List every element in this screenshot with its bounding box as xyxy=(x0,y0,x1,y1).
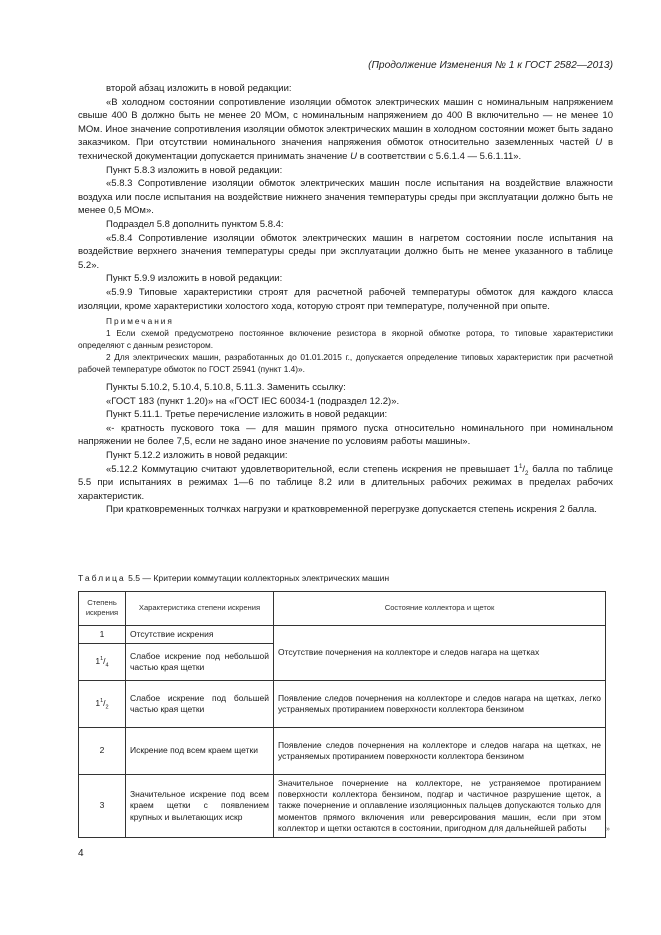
paragraph: второй абзац изложить в новой редакции: xyxy=(106,83,292,94)
commutation-criteria-table xyxy=(78,591,606,838)
table-row xyxy=(79,625,606,643)
header-degree: Степень искрения xyxy=(79,592,126,626)
table-header-row xyxy=(79,592,606,626)
paragraph: Пункт 5.8.3 изложить в новой редакции: xyxy=(106,164,283,176)
degree-cell: 3 xyxy=(79,775,126,838)
paragraph: «5.9.9 Типовые характеристики строят для расчетной рабочей температуры обмоток для каждого класса изоляции, кроме характеристики холостого хода, которую строят при температуре, полученной при опыте. xyxy=(78,286,613,312)
characteristic-cell: Искрение под всем краем щетки xyxy=(126,728,274,775)
characteristic-cell: Слабое искрение под большей частью края щетки xyxy=(126,681,274,728)
table-caption: Таблица 5.5 — Критерии коммутации коллекторных электрических машин xyxy=(78,573,390,583)
paragraph: Пункт 5.12.2 изложить в новой редакции: xyxy=(106,450,288,462)
table-row xyxy=(79,681,606,728)
degree-cell: $1^1/_4$ xyxy=(79,644,126,681)
degree-cell: 2 xyxy=(79,728,126,775)
note-item: 1 Если схемой предусмотрено постоянное включение резистора в якорной обмотке ротора, то типовые характеристики определяют с данным резистором. xyxy=(78,328,613,351)
corner-mark: » xyxy=(606,826,610,833)
table-row xyxy=(79,775,606,838)
paragraph: «5.8.3 Сопротивление изоляции обмоток электрических машин после испытания на воздействие влажности воздуха или после испытания на воздействие нижнего значения температуры среды при эксплуатации должно быть не менее 0,5 МОм». xyxy=(78,178,613,217)
state-cell: Отсутствие почернения на коллекторе и следов нагара на щетках xyxy=(274,625,606,680)
table-row xyxy=(79,728,606,775)
degree-cell: $1^1/_2$ xyxy=(79,681,126,728)
characteristic-cell: Слабое искрение под небольшой частью края щетки xyxy=(126,644,274,681)
paragraph: «5.8.4 Сопротивление изоляции обмоток электрических машин в нагретом состоянии после испытания на воздействие верхнего значения температуры среды при эксплуатации должно быть не менее указанного в таблице 5.2». xyxy=(78,232,613,271)
note-item: 2 Для электрических машин, разработанных до 01.01.2015 г., допускается определение типовых характеристик при расчетной рабочей температуре обмоток по ГОСТ 25941 (пункт 1.4)». xyxy=(78,352,613,375)
paragraph: Пункт 5.9.9 изложить в новой редакции: xyxy=(106,273,283,285)
notes-block xyxy=(78,315,613,375)
document-header: (Продолжение Изменения № 1 к ГОСТ 2582—2013) xyxy=(368,60,613,71)
paragraph: «В холодном состоянии сопротивление изоляции обмоток электрических машин с номинальным напряжением свыше 400 В должно быть не менее 20 МОм, с номинальным напряжением до 400 В включительно — не менее 10 МОм. Иное значение сопротивления изоляции обмоток электрических машин в холодном состоянии может быть задано заказчиком. При отсутствии номинального значения напряжения обмоток относительно заземленных частей U в технической документации допускается принимать значение U в соответствии с 5.6.1.4 — 5.6.1.11». xyxy=(78,96,614,162)
page-number: 4 xyxy=(78,848,84,859)
characteristic-cell: Значительное искрение под всем краем щетки с появлением крупных и вылетающих искр xyxy=(126,775,274,838)
header-state: Состояние коллектора и щеток xyxy=(274,592,606,626)
characteristic-cell: Отсутствие искрения xyxy=(126,625,274,643)
state-cell: Появление следов почернения на коллекторе и следов нагара на щетках, не устраняемых протиранием поверхности коллектора бензином xyxy=(274,728,606,775)
paragraph: Подраздел 5.8 дополнить пунктом 5.8.4: xyxy=(106,218,284,230)
paragraph: «5.12.2 Коммутацию считают удовлетворительной, если степень искрения не превышает $1^1/_2$ балла по таблице 5.5 при испытаниях в режимах 1—6 по таблице 8.2 или в длительных рабочих режимах в пределах рабочих характеристик. xyxy=(78,462,613,502)
state-cell: Появление следов почернения на коллекторе и следов нагара на щетках, легко устраняемых протиранием поверхности коллектора бензином xyxy=(274,681,606,728)
header-characteristic: Характеристика степени искрения xyxy=(126,592,274,626)
paragraph: Пункты 5.10.2, 5.10.4, 5.10.8, 5.11.3. Заменить ссылку: xyxy=(106,382,346,394)
paragraph: «ГОСТ 183 (пункт 1.20)» на «ГОСТ IEC 60034-1 (подраздел 12.2)». xyxy=(106,395,400,407)
degree-cell: 1 xyxy=(79,625,126,643)
notes-heading: Примечания xyxy=(106,316,174,327)
body-text xyxy=(78,82,613,517)
paragraph: «- кратность пускового тока — для машин прямого пуска относительно номинального при номинальном напряжении не более 7,5, если не задано иное значение по условиям работы машины». xyxy=(78,422,613,448)
paragraph: Пункт 5.11.1. Третье перечисление изложить в новой редакции: xyxy=(106,409,388,421)
state-cell: Значительное почернение на коллекторе, не устраняемое протиранием поверхности коллектора бензином, подгар и частичное разрушение щеток, а также почернение и оплавление изоляционных пальцев допускаются только для моментов прямого включения или реверсирования машин, если при этом коллектор и щетки остаются в состоянии, пригодном для дальнейшей работы xyxy=(274,775,606,838)
paragraph: При кратковременных толчках нагрузки и кратковременной перегрузке допускается степень искрения 2 балла. xyxy=(106,504,597,516)
